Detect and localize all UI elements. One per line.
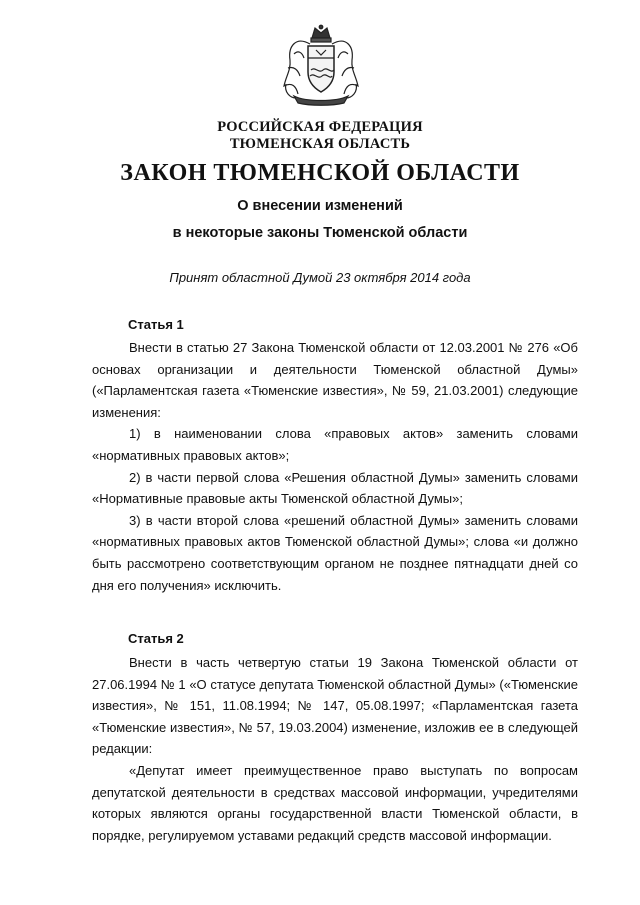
article-1-heading: Статья 1 xyxy=(128,317,184,332)
article-1-paragraph: Внести в статью 27 Закона Тюменской области от 12.03.2001 № 276 «Об основах организации и деятельности Тюменской областной Думы» («Парламентская газета «Тюменские известия», № 59, 21.03.2001) следующие изменения: xyxy=(92,340,578,420)
adoption-note: Принят областной Думой 23 октября 2014 года xyxy=(169,270,471,285)
law-subtitle-line2: в некоторые законы Тюменской области xyxy=(172,225,468,241)
article-2-heading: Статья 2 xyxy=(128,631,184,646)
article-1-body xyxy=(92,337,578,596)
country-heading: РОССИЙСКАЯ ФЕДЕРАЦИЯ xyxy=(217,119,423,135)
article-1-paragraph: 3) в части второй слова «решений областной Думы» заменить словами «нормативных правовых актов Тюменской областной Думы»; слова «и должно быть рассмотрено соответствующим органом не позднее пятнадцати дней со дня его получения» исключить. xyxy=(92,512,578,593)
article-1-paragraph: 1) в наименовании слова «правовых актов» заменить словами «нормативных правовых актов»; xyxy=(92,426,578,463)
article-1-paragraph: 2) в части первой слова «Решения областной Думы» заменить словами «Нормативные правовые акты Тюменской областной Думы»; xyxy=(92,469,578,507)
article-2-paragraph: «Депутат имеет преимущественное право выступать по вопросам депутатской деятельности в средствах массовой информации, учредителями которых являются органы государственной власти Тюменской области, в порядке, регулируемом уставами редакций средств массовой информации. xyxy=(92,762,578,843)
law-subtitle-line1: О внесении изменений xyxy=(237,198,403,214)
tyumen-coat-of-arms-icon xyxy=(282,24,360,106)
article-2-body xyxy=(92,652,578,846)
region-heading: ТЮМЕНСКАЯ ОБЛАСТЬ xyxy=(229,136,411,152)
law-title: ЗАКОН ТЮМЕНСКОЙ ОБЛАСТИ xyxy=(120,160,520,186)
article-2-paragraph: Внести в часть четвертую статьи 19 Закона Тюменской области от 27.06.1994 № 1 «О статусе депутата Тюменской областной Думы» («Тюменские известия», № 151, 11.08.1994; № 147, 05.08.1997; «Парламентская газета «Тюменские известия», № 57, 19.03.2004) изменение, изложив ее в следующей редакции: xyxy=(92,655,578,757)
